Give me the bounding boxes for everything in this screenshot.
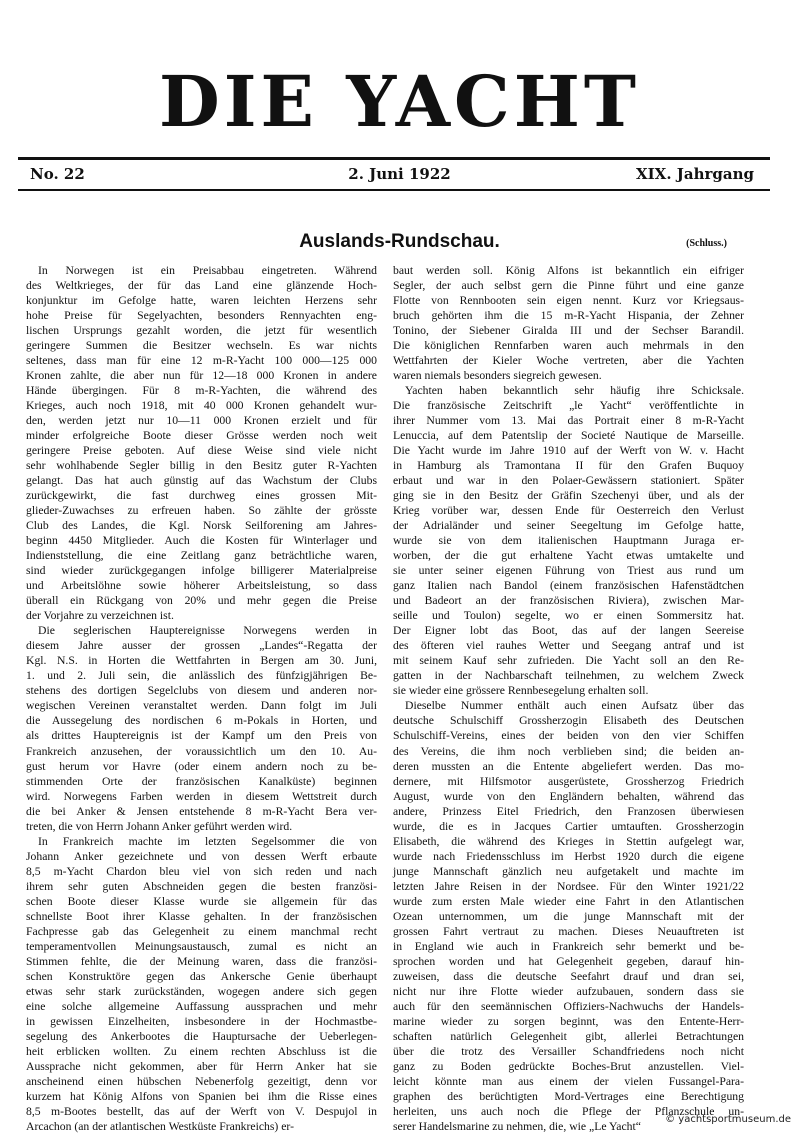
watermark-credit: © yachtsportmuseum.de bbox=[665, 1114, 791, 1125]
text-line: deutsche Schulschiff Grossherzogin Elisabeth des Deutschen bbox=[393, 714, 744, 728]
masthead-rule-bottom bbox=[18, 189, 770, 191]
text-line: Aussprache nicht gekommen, aber für Herrn Anker hat sie bbox=[26, 1059, 377, 1073]
text-line: Kronen zahlte, die aber nun für 12—18 000 Kronen in andere bbox=[26, 369, 377, 383]
masthead-title: DIE YACHT bbox=[159, 60, 640, 143]
text-line: leicht könnte man aus einem der vielen Fussangel-Para- bbox=[393, 1074, 744, 1088]
text-line: segelung des Ankerbootes die Hauptursache der Ueberlegen- bbox=[26, 1029, 377, 1043]
text-line: 1. und 2. Juli sein, die anlässlich des fünfzigjährigen Be- bbox=[26, 669, 377, 683]
text-line: des Weltkrieges, der für das Land eine glänzende Hoch- bbox=[26, 279, 377, 293]
text-line: grossen Fahrt vertraut zu machen. Dieses Neuauftreten ist bbox=[393, 924, 744, 938]
text-line: wurde sie von dem italienischen Hauptmann Juraga er- bbox=[393, 534, 744, 548]
text-line: treten, die von Herrn Johann Anker geführt werden wird. bbox=[26, 819, 293, 833]
text-line: Tonino, der Siebener Giralda III und der Sechser Barandil. bbox=[393, 324, 744, 338]
text-line: sie unter seiner eigenen Führung von Triest aus rund um bbox=[393, 564, 744, 578]
text-line: sehr wohlhabende Segler billig in den Besitz guter R-Yachten bbox=[26, 459, 377, 473]
text-line: der Vorjahre zu verzeichnen ist. bbox=[26, 609, 174, 623]
text-line: wurde zum ersten Male wieder eine Fahrt in den Atlantischen bbox=[393, 894, 744, 908]
text-line: Hände übergingen. Für 8 m-R-Yachten, die während des bbox=[26, 384, 377, 398]
issue-date: 2. Juni 1922 bbox=[348, 165, 451, 183]
text-line: über die trotz des Versailler Schandfriedens noch nicht bbox=[393, 1044, 744, 1058]
text-line: geringere Preise geboten. Auf diese Weise sind viele nicht bbox=[26, 444, 377, 458]
text-line: erbaut und war in den Polaer-Gewässern stationiert. Später bbox=[393, 474, 744, 488]
text-line: die Aussegelung des nordischen 6 m-Pokals in Horten, und bbox=[26, 714, 377, 728]
text-line: waren niemals besonders siegreich gewesen. bbox=[393, 369, 602, 383]
text-line: des öfteren viel rauhes Wetter und Seegang antraf und ist bbox=[393, 639, 744, 653]
text-line: gatten in der Nachbarschaft teilnehmen, zu welchem Zweck bbox=[393, 669, 744, 683]
text-line: anscheinend einen hübschen Nebenerfolg gezeitigt, denn vor bbox=[26, 1074, 377, 1088]
text-line: gust herum vor Havre (oder einem andern noch zu be- bbox=[26, 759, 377, 773]
text-line: stimmenden Orte der französischen Kanalküste) beginnen bbox=[26, 774, 377, 788]
text-line: schen Boote dieser Klasse wurde sie allgemein für das bbox=[26, 894, 377, 908]
text-line: sie wieder eine grössere Rennbesegelung erhalten soll. bbox=[393, 684, 649, 698]
text-line: den, werden jetzt nur 10—11 000 Kronen erzielt und für bbox=[26, 414, 377, 428]
text-line: temperamentvollen Meinungsaustausch, zumal es nicht an bbox=[26, 939, 377, 953]
text-line: Kgl. N.S. in Horten die Wettfahrten in Bergen am 30. Juni, bbox=[26, 654, 377, 668]
text-line: stehens des dortigen Segelclubs von diesem und anderen nor- bbox=[26, 684, 377, 698]
article-continuation-note: (Schluss.) bbox=[686, 238, 727, 249]
text-line: ganz zu Boden gedrückte Boches-Brut anzustellen. Viel- bbox=[393, 1059, 744, 1073]
text-line: Arcachon (an der atlantischen Westküste Frankreichs) er- bbox=[26, 1119, 294, 1133]
text-line: seltenes, dass man für eine 12 m-R-Yacht 100 000—125 000 bbox=[26, 354, 377, 368]
text-line: August, wurde von den Engländern behalten, während das bbox=[393, 789, 744, 803]
text-line: Schulschiff-Vereins, eines der beiden von den vier Schiffen bbox=[393, 729, 744, 743]
text-line: ging sie in den Besitz der Gräfin Szechenyi über, und als der bbox=[393, 489, 744, 503]
text-line: Der Eigner lobt das Boot, das auf der langen Seereise bbox=[393, 624, 744, 638]
text-line: in Hamburg als Tramontana II für den Grafen Buquoy bbox=[393, 459, 744, 473]
text-line: Flotte von Rennbooten sein eigen nennt. Kurz vor Kriegsaus- bbox=[393, 294, 744, 308]
text-line: nicht nur ihre Flotte wieder aufzubauen, sondern dass sie bbox=[393, 984, 744, 998]
text-line: auch für den seemännischen Offiziers-Nachwuchs der Handels- bbox=[393, 999, 744, 1013]
text-line: und Arbeitslöhne sowie höherer Arbeitsleistung, so dass bbox=[26, 579, 377, 593]
text-line: Krieg vorüber war, dessen Ende für Oesterreich den Verlust bbox=[393, 504, 744, 518]
text-line: ganz Italien nach Bandol (einem französischen Hafenstädtchen bbox=[393, 579, 744, 593]
text-line: Elisabeth, die während des Krieges in Stettin aufgelegt war, bbox=[393, 834, 744, 848]
text-line: Dieselbe Nummer enthält auch einen Aufsatz über das bbox=[405, 699, 744, 713]
text-line: eine solche allgemeine Auffassung aussprachen und mehr bbox=[26, 999, 377, 1013]
text-line: Indienststellung, die eine Zeitlang ganz beträchtliche waren, bbox=[26, 549, 377, 563]
text-line: ihrem sehr guten Abschneiden gegen die besten französi- bbox=[26, 879, 377, 893]
text-line: wird. Norwegens Farben werden in diesem Wettstreit durch bbox=[26, 789, 377, 803]
text-line: die bei Anker & Jensen entstehende 8 m-R-Yacht Bera ver- bbox=[26, 804, 377, 818]
text-line: und Badeort an der französischen Riviera), zwischen Mar- bbox=[393, 594, 744, 608]
text-line: der Adrialänder und seiner Seegeltung im Gefolge hatte, bbox=[393, 519, 744, 533]
text-line: Krieges, auch noch 1918, mit 40 000 Kronen gehandelt wur- bbox=[26, 399, 377, 413]
text-line: etwas sehr stark zurückständen, wogegen andere sich gegen bbox=[26, 984, 377, 998]
article-title: Auslands-Rundschau. bbox=[299, 231, 500, 252]
text-line: seille und Toulon) segelte, wo er einen Sommersitz hat. bbox=[393, 609, 744, 623]
text-line: Yachten haben bekanntlich sehr häufig ihre Schicksale. bbox=[405, 384, 744, 398]
text-line: In Frankreich machte im letzten Segelsommer die von bbox=[38, 834, 377, 848]
text-line: diesem Jahre ausser der grossen „Landes“-Regatta der bbox=[26, 639, 377, 653]
text-line: konjunktur im Gefolge hatte, waren leichten Herzens sehr bbox=[26, 294, 377, 308]
text-line: in England wie auch in Frankreich sehr bemerkt und be- bbox=[393, 939, 744, 953]
text-line: lischen Ursprungs gezahlt worden, die jetzt für wesentlich bbox=[26, 324, 377, 338]
text-line: Johann Anker gezeichnete und von dessen Werft erbaute bbox=[26, 849, 377, 863]
text-line: Wettfahrten der Kieler Woche vertreten, aber die Yachten bbox=[393, 354, 744, 368]
text-line: worben, der die gut erhaltene Yacht etwas umtakelte und bbox=[393, 549, 744, 563]
volume-year: XIX. Jahrgang bbox=[636, 165, 754, 183]
text-line: junge Mannschaft gänzlich neu aufgetakelt und machte im bbox=[393, 864, 744, 878]
text-line: heit erblicken wollten. Zu einem rechten Abschluss ist die bbox=[26, 1044, 377, 1058]
article-column-right bbox=[393, 263, 744, 1134]
text-line: In Norwegen ist ein Preisabbau eingetreten. Während bbox=[38, 264, 377, 277]
text-line: Club des Landes, die Kgl. Norsk Seilforening am Jahres- bbox=[26, 519, 377, 533]
text-line: Die königlichen Rennfarben waren auch mehrmals in den bbox=[393, 339, 744, 353]
text-line: schnellste Boot ihrer Klasse gehalten. In der französischen bbox=[26, 909, 377, 923]
text-line: graphen des berüchtigten Mord-Vertrages eine Berechtigung bbox=[393, 1089, 744, 1103]
text-line: kurzem hat König Alfons von Spanien bei ihm die Risse eines bbox=[26, 1089, 377, 1103]
text-line: serer Handelsmarine zu nehmen, die, wie „Le Yacht“ bbox=[393, 1119, 641, 1133]
text-line: geringere Summen die Besitzer wechseln. Es war nichts bbox=[26, 339, 377, 353]
issue-number: No. 22 bbox=[30, 165, 85, 183]
text-line: schaften natürlich Gelegenheit gibt, allerlei Betrachtungen bbox=[393, 1029, 744, 1043]
text-line: Die Yacht wurde im Jahre 1910 auf der Werft von W. v. Hacht bbox=[393, 444, 744, 458]
text-line: herleiten, uns auch noch die Pflege der Pflanzschule un- bbox=[393, 1104, 744, 1118]
text-line: zurückgewirkt, die fast durchweg eines grossen Mit- bbox=[26, 489, 377, 503]
text-line: sind wieder zurückgegangen infolge billigerer Materialpreise bbox=[26, 564, 377, 578]
article-column-left bbox=[26, 263, 377, 1134]
text-line: 8,5 m-Yacht Chardon bleu viel von sich reden und nach bbox=[26, 864, 377, 878]
text-line: Stimmen fehlte, die der Meinung waren, dass die französi- bbox=[26, 954, 377, 968]
text-line: Die seglerischen Hauptereignisse Norwegens werden in bbox=[38, 624, 377, 638]
text-line: minder erfolgreiche Boote dieser Grösse werden noch weit bbox=[26, 429, 377, 443]
text-line: letzten Jahre Reisen in der Nordsee. Für den Winter 1921/22 bbox=[393, 879, 744, 893]
text-line: dernere, mit Hilfsmotor ausgerüstete, Grossherzog Friedrich bbox=[393, 774, 744, 788]
text-line: 8,5 m-Bootes bestellt, das auf der Werft von V. Despujol in bbox=[26, 1104, 377, 1118]
text-line: überall ein Rückgang von 20% und mehr gegen die Preise bbox=[26, 594, 377, 608]
text-line: Fachpresse gab das Gelegenheit zu einem manchmal recht bbox=[26, 924, 377, 938]
text-line: wegischen Vereinen veranstaltet werden. Dann folgt im Juli bbox=[26, 699, 377, 713]
text-line: deren mussten an die Entente abgeliefert werden. Das mo- bbox=[393, 759, 744, 773]
text-line: hohe Preise für Segelyachten, besonders Rennyachten eng- bbox=[26, 309, 377, 323]
text-line: Segler, der auch selbst gern die Pinne führt und eine ganze bbox=[393, 279, 744, 293]
text-line: Ozean unternommen, um die junge Mannschaft mit der bbox=[393, 909, 744, 923]
text-line: ihrer Nummer vom 13. Mai das Portrait einer 8 m-R-Yacht bbox=[393, 414, 744, 428]
text-line: schen Konstruktöre gegen das Ankersche Genie überhaupt bbox=[26, 969, 377, 983]
text-line: beginn 4450 Mitglieder. Auch die Kosten für Winterlager und bbox=[26, 534, 377, 548]
text-line: gelangt. Das hat auch günstig auf das Wachstum der Clubs bbox=[26, 474, 377, 488]
text-line: andere, Prinzess Eitel Friedrich, den Franzosen überwiesen bbox=[393, 804, 744, 818]
text-line: wurde, die es in Jacques Cartier umtauften. Grossherzogin bbox=[393, 819, 744, 833]
text-line: Frankreich anzusehen, der voraussichtlich um den 10. Au- bbox=[26, 744, 377, 758]
text-line: wurde nach Friedensschluss im Herbst 1920 durch die eigene bbox=[393, 849, 744, 863]
masthead-rule-top bbox=[18, 157, 770, 160]
text-line: Lenuccia, auf dem Patentslip der Societé Nautique de Marseille. bbox=[393, 429, 744, 443]
text-line: als drittes Hauptereignis ist der Kampf um den Preis von bbox=[26, 729, 377, 743]
text-line: glieder-Zuwachses zu erfreuen haben. So zählte der grösste bbox=[26, 504, 377, 518]
text-line: zuweisen, dass die deutsche Seefahrt drauf und dran sei, bbox=[393, 969, 744, 983]
text-line: marine wieder zu sorgen beginnt, was den Entente-Herr- bbox=[393, 1014, 744, 1028]
text-line: des Vereins, die ihm noch verblieben sind; die beiden an- bbox=[393, 744, 744, 758]
text-line: baut werden soll. König Alfons ist bekanntlich ein eifriger bbox=[393, 264, 744, 277]
text-line: mit seinem Kauf sehr zufrieden. Die Yacht soll an den Re- bbox=[393, 654, 744, 668]
text-line: in gewissen Einzelheiten, insbesondere in der Hochmastbe- bbox=[26, 1014, 377, 1028]
text-line: sprochen worden und hat Gelegenheit gegeben, darauf hin- bbox=[393, 954, 744, 968]
text-line: Die französische Zeitschrift „le Yacht“ veröffentlichte in bbox=[393, 399, 744, 413]
text-line: bruch gehörten ihm die 15 m-R-Yacht Hispania, der Zehner bbox=[393, 309, 744, 323]
